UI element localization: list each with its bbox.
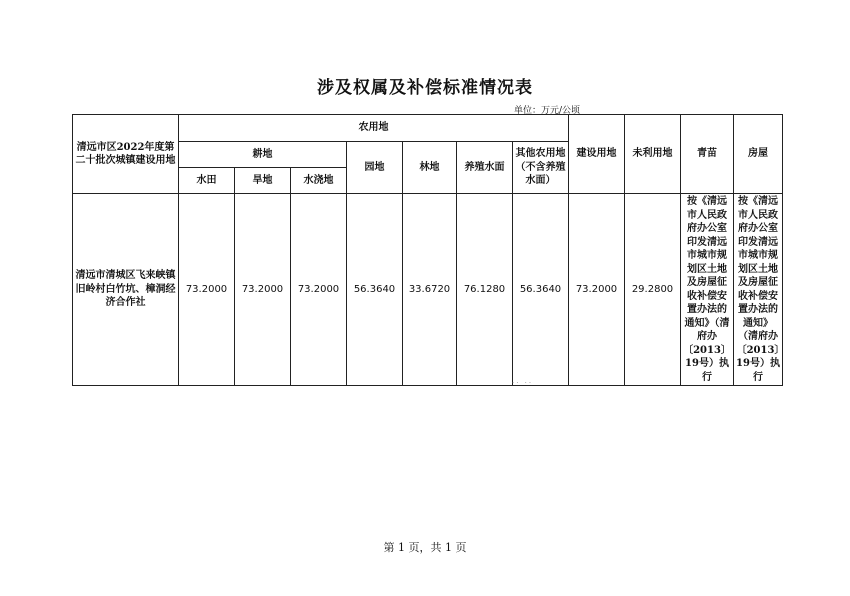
page-footer: 第 1 页，共 1 页 [383,541,467,554]
garden-land-header: 园地 [347,142,403,194]
seedlings-header: 青苗 [681,115,734,194]
header-row-1 [73,115,783,142]
forest-land-header: 林地 [403,142,457,194]
other-agri-value: 56.3640 [513,194,569,386]
other-agri-header: 其他农用地（不含养殖水面） [513,142,569,194]
garden-land-value: 56.3640 [347,194,403,386]
housing-note: 按《清远市人民政府办公室印发清远市城市规划区土地及房屋征收补偿安置办法的通知》（清府办〔2013〕19号）执行 [734,194,783,386]
document-title: 涉及权属及补偿标准情况表 [317,78,533,98]
aquaculture-header: 养殖水面 [457,142,513,194]
dry-land-value: 73.2000 [235,194,291,386]
project-header: 清远市区2022年度第二十批次城镇建设用地 [73,115,179,194]
paddy-header: 水田 [179,168,235,194]
forest-land-value: 33.6720 [403,194,457,386]
irrigated-land-header: 水浇地 [291,168,347,194]
dry-land-header: 旱地 [235,168,291,194]
construction-land-value: 73.2000 [569,194,625,386]
paddy-value: 73.2000 [179,194,235,386]
table-row [73,194,783,386]
aquaculture-value: 76.1280 [457,194,513,386]
irrigated-land-value: 73.2000 [291,194,347,386]
unused-land-value: 29.2800 [625,194,681,386]
farmland-header: 农用地 [179,115,569,142]
cultivated-land-header: 耕地 [179,142,347,168]
unused-land-header: 未利用地 [625,115,681,194]
location-cell: 清远市清城区飞来峡镇旧岭村白竹坑、樟洞经济合作社 [73,194,179,386]
scan-speck-marks: ·· ·· [512,379,534,387]
seedlings-note: 按《清远市人民政府办公室印发清远市城市规划区土地及房屋征收补偿安置办法的通知》（清府办〔2013〕19号）执行 [681,194,734,386]
housing-header: 房屋 [734,115,783,194]
construction-land-header: 建设用地 [569,115,625,194]
compensation-table [72,114,783,386]
unit-label: 单位：万元/公顷 [514,106,581,116]
